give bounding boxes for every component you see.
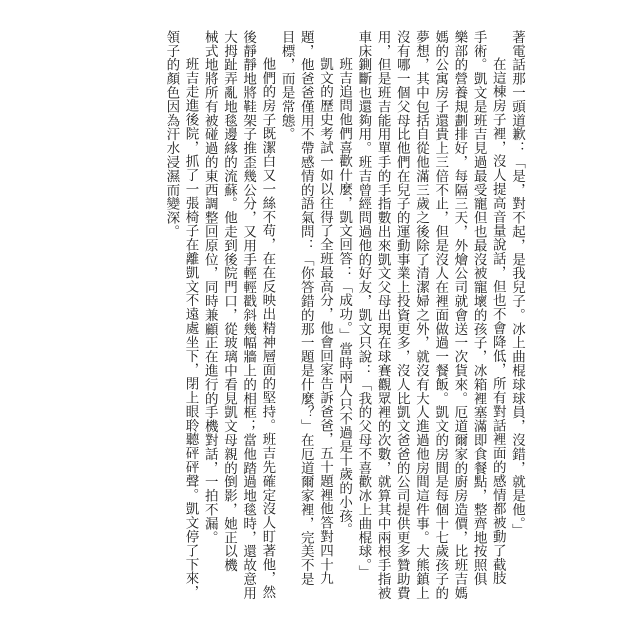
vertical-text-body bbox=[161, 30, 526, 620]
text-line: 大拇趾弄亂地毯邊緣的流蘇。他走到後院門口，從玻璃中看見凱文母親的倒影，她正以機 bbox=[220, 30, 237, 573]
paragraph-4 bbox=[276, 30, 334, 620]
text-line: 著電話那一頭道歉：「是，對不起，是我兒子。冰上曲棍球球員，沒錯，就是他。」 bbox=[509, 30, 525, 538]
text-line: 械式地將所有被碰過的東西調整回原位，同時兼顧正在進行的手機對話，一拍不漏。 bbox=[201, 30, 218, 545]
text-line: 領子的顏色因為汗水浸濕而變深。 bbox=[163, 30, 180, 239]
text-line: 他們的房子既潔白又一絲不苟，在在反映出精神層面的堅持。班吉先確定沒人盯著他，然 bbox=[259, 57, 276, 600]
text-line: 樂部的營養規劃排好，每隔三天，外燴公司就會送一次貨來。厄道爾家的廚房造價，比班吉媽 bbox=[451, 30, 468, 600]
paragraph-2 bbox=[353, 30, 507, 620]
text-line: 後靜靜地將鞋架子推歪幾公分，又用手輕輕戳斜幾幅牆上的相框；當他踏過地毯時，還故意用 bbox=[240, 30, 257, 600]
text-line: 班吉走進後院，抓了一張椅子在離凱文不遠處坐下，閉上眼聆聽砰砰聲。凱文停了下來， bbox=[182, 57, 199, 600]
text-line: 媽的公寓房子還貴上三倍不止，但是沒人在裡面做過一餐飯。凱文的房間是每個十七歲孩子的 bbox=[432, 30, 449, 600]
paragraph-3 bbox=[334, 30, 353, 620]
text-line: 夢想，其中包括自從他滿三歲之後除了清潔婦之外，就沒有大人進過他房間這件事。大熊鎮上 bbox=[412, 30, 429, 600]
paragraph-1 bbox=[507, 30, 526, 620]
text-line: 在這棟房子裡，沒人提高音量說話，但也不會降低，所有對話裡面的感情都被動了截肢 bbox=[489, 57, 506, 586]
paragraph-6 bbox=[161, 30, 199, 620]
text-line: 手術。凱文是班吉見過最受寵但也最沒被寵壞的孩子，冰箱裡塞滿即食餐點，整齊地按照俱 bbox=[470, 30, 487, 586]
text-line: 題，他爸爸僅用不帶感情的語氣問：「你答錯的那一題是什麼？」在厄道爾家裡，完美不是 bbox=[297, 30, 314, 586]
text-line: 目標，而是常態。 bbox=[278, 30, 295, 142]
text-line: 用，但是班吉能用單手的手指數出來凱文父母出現在球賽觀眾裡的次數，就算其中兩根手指被 bbox=[374, 30, 391, 600]
paragraph-5 bbox=[200, 30, 277, 620]
text-line: 沒有哪一個父母比他們在兒子的運動事業上投資更多，沒人比凱文爸爸的公司提供更多贊助費 bbox=[393, 30, 410, 600]
text-line: 凱文的歷史考試一如以往得了全班最高分，他會回家告訴爸爸，五十題裡他答對四十九 bbox=[316, 57, 333, 586]
text-line: 車床鍘斷也還夠用。班吉曾經問過他的好友，凱文只說：「我的父母不喜歡冰上曲棍球。」 bbox=[355, 30, 372, 580]
text-line: 班吉追問他們喜歡什麼，凱文回答：「成功。」當時兩人只不過是十歲的小孩。 bbox=[336, 57, 353, 537]
